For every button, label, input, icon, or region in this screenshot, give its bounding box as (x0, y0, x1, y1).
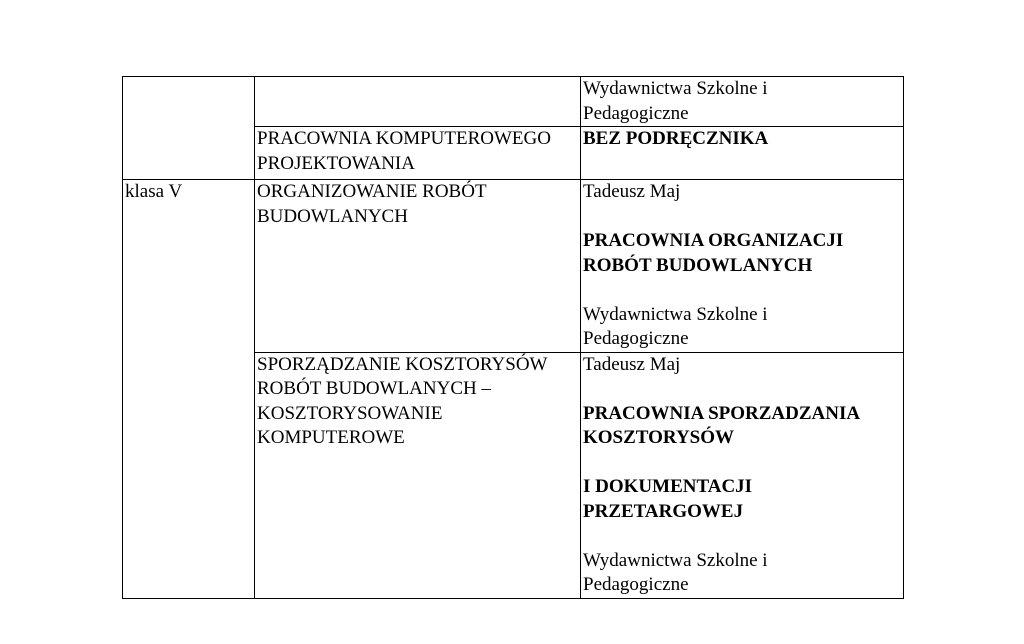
textbook-title: BEZ PODRĘCZNIKA (583, 128, 769, 149)
spacer (583, 451, 903, 476)
subject-cell (255, 180, 581, 353)
subject-line: BUDOWLANYCH (257, 205, 408, 227)
textbook-title: PRACOWNIA ORGANIZACJI (583, 230, 844, 251)
table-row (123, 77, 904, 127)
publisher-line: Pedagogiczne (583, 328, 689, 349)
publisher-line: Pedagogiczne (583, 574, 689, 595)
textbook-title: KOSZTORYSÓW (583, 427, 735, 448)
textbook-cell (581, 180, 904, 353)
subject-line: PROJEKTOWANIA (257, 152, 415, 174)
textbook-table (122, 76, 904, 599)
subject-cell (255, 127, 581, 180)
author-line: Tadeusz Maj (583, 353, 681, 375)
publisher-line: Pedagogiczne (583, 102, 689, 124)
subject-line: PRACOWNIA KOMPUTEROWEGO (257, 128, 551, 149)
class-cell (123, 77, 255, 180)
textbook-title: PRACOWNIA SPORZADZANIA (583, 402, 861, 424)
subject-line: SPORZĄDZANIE KOSZTORYSÓW (257, 353, 548, 375)
spacer (583, 377, 903, 402)
publisher-line: Wydawnictwa Szkolne i (583, 549, 768, 571)
class-cell (123, 180, 255, 599)
table-row (123, 180, 904, 353)
textbook-cell (581, 352, 904, 598)
textbook-title: ROBÓT BUDOWLANYCH (583, 254, 813, 276)
subject-line: ORGANIZOWANIE ROBÓT (257, 181, 487, 202)
textbook-title: PRZETARGOWEJ (583, 500, 744, 522)
class-label: klasa V (125, 181, 183, 202)
textbook-cell (581, 77, 904, 127)
publisher-line: Wydawnictwa Szkolne i (583, 78, 768, 99)
spacer (583, 205, 903, 230)
textbook-title: I DOKUMENTACJI (583, 476, 753, 497)
author-line: Tadeusz Maj (583, 181, 681, 202)
spacer (583, 524, 903, 549)
subject-line: KOMPUTEROWE (257, 427, 405, 448)
subject-line: KOSZTORYSOWANIE (257, 402, 443, 424)
subject-cell (255, 352, 581, 598)
textbook-cell (581, 127, 904, 180)
spacer (583, 278, 903, 303)
subject-line: ROBÓT BUDOWLANYCH – (257, 378, 491, 399)
publisher-line: Wydawnictwa Szkolne i (583, 303, 768, 325)
subject-cell (255, 77, 581, 127)
